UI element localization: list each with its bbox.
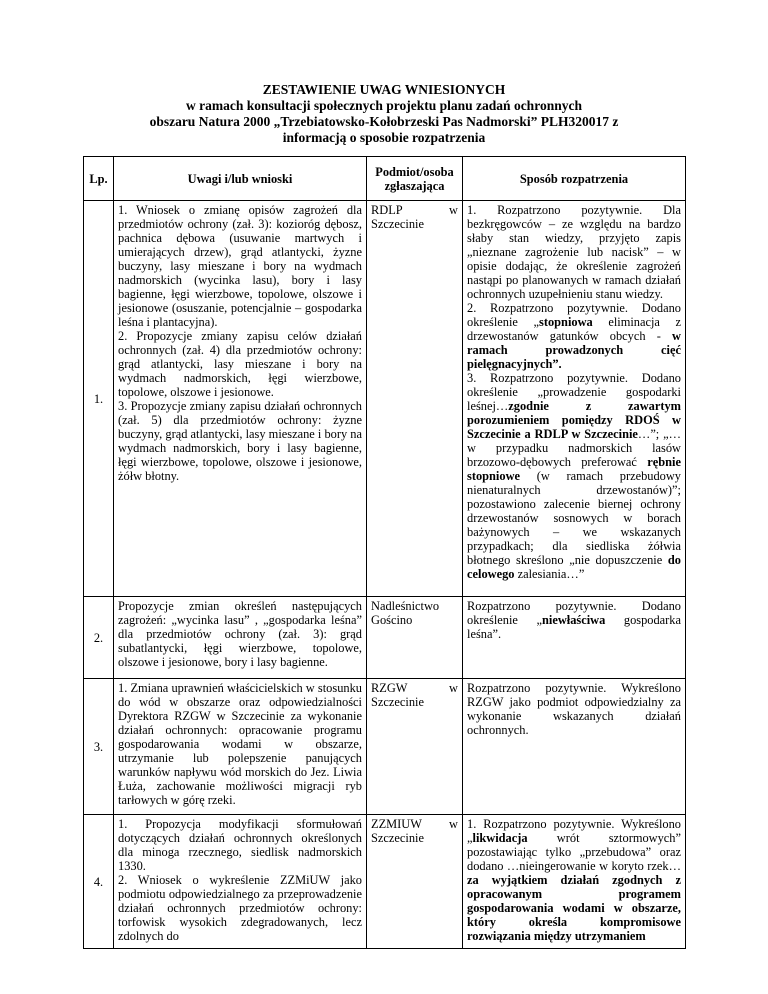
table-row bbox=[84, 679, 686, 815]
row-resolution bbox=[463, 597, 686, 679]
row-resolution bbox=[463, 201, 686, 597]
remark-item: 1. Wniosek o zmianę opisów zagrożeń dla przedmiotów ochrony (zał. 3): kozioróg dębosz, pachnica dębowa (usuwanie martwych i umierających drzew), grąd atlantycki, żyzne buczyny, lasy mieszane i bory na wydmach nadmorskich (wycinka lasu), bory i lasy bagienne, łęgi wierzbowe, topolowe, olszowe i jesionowe (osuszanie, potencjalnie – gospodarka leśna i plantacyjna). bbox=[118, 203, 362, 329]
row-remarks bbox=[114, 679, 367, 815]
remark-item: 2. Wniosek o wykreślenie ZZMiUW jako podmiotu odpowiedzialnego za przeprowadzenie działań ochronnych przedmiotów ochrony: torfowisk wysokich zdegradowanych, lecz zdolnych do bbox=[118, 873, 362, 943]
table-row bbox=[84, 597, 686, 679]
row-remarks bbox=[114, 815, 367, 949]
row-resolution bbox=[463, 679, 686, 815]
row-resolution bbox=[463, 815, 686, 949]
remark-item: 2. Propozycje zmiany zapisu celów działań ochronnych (zał. 4) dla przedmiotów ochrony: grąd atlantycki, lasy mieszane i bory na wydmach nadmorskich, łęgi wierzbowe, topolowe, olszowe i jesionowe. bbox=[118, 329, 362, 399]
resolution-item: Rozpatrzono pozytywnie. Dodano określenie „niewłaściwa gospodarka leśna”. bbox=[467, 599, 681, 641]
header-lp: Lp. bbox=[84, 157, 114, 201]
resolution-item: Rozpatrzono pozytywnie. Wykreślono RZGW jako podmiot odpowiedzialny za wykonanie wskazanych działań ochronnych. bbox=[467, 681, 681, 737]
remarks-table bbox=[83, 156, 686, 949]
resolution-item: 2. Rozpatrzono pozytywnie. Dodano określenie „stopniowa eliminacja z drzewostanów gatunków obcych - w ramach prowadzonych cięć pielęgnacyjnych”. bbox=[467, 301, 682, 371]
row-submitter: Nadleśnictwo Gościno bbox=[367, 597, 463, 679]
resolution-item: 3. Rozpatrzono pozytywnie. Dodano określenie „prowadzenie gospodarki leśnej…zgodnie z zawartym porozumieniem pomiędzy RDOŚ w Szczecinie a RDLP w Szczecinie…”; „…w przypadku nadmorskich lasów brzozowo-dębowych preferować rębnie stopniowe (w ramach przebudowy nienaturalnych drzewostanów)”; pozostawiono zalecenie biernej ochrony drzewostanów sosnowych w borach bażynowych – we wskazanych przypadkach; dla siedliska żółwia błotnego skreślono „nie dopuszczenie do celowego zalesiania…” bbox=[467, 371, 681, 581]
document-title bbox=[60, 82, 708, 146]
remark-item: Propozycje zmian określeń następujących zagrożeń: „wycinka lasu” , „gospodarka leśna” dla przedmiotów ochrony (zał. 3): grąd subatlantycki, łęgi wierzbowe, topolowe, olszowe i jesionowe, bory i lasy bagienne. bbox=[118, 599, 362, 669]
title-line-1: ZESTAWIENIE UWAG WNIESIONYCH bbox=[262, 82, 506, 97]
resolution-item: 1. Rozpatrzono pozytywnie. Wykreślono „likwidacja wrót sztormowych” pozostawiając tylko „przebudowa” oraz dodano …nieingerowanie w koryto rzek… za wyjątkiem działań zgodnych z opracowanym programem gospodarowania wodami w obszarze, który określa kompromisowe rozwiązania między utrzymaniem bbox=[467, 817, 681, 943]
title-line-2: w ramach konsultacji społecznych projektu planu zadań ochronnych bbox=[186, 98, 582, 113]
row-number: 2. bbox=[84, 597, 114, 679]
row-remarks bbox=[114, 201, 367, 597]
remark-item: 3. Propozycje zmiany zapisu działań ochronnych (zał. 5) dla przedmiotów ochrony: żyzne buczyny, grąd atlantycki, lasy mieszane i bory na wydmach nadmorskich, bory i lasy bagienne, łęgi wierzbowe, topolowe, olszowe i jesionowe, żółw błotny. bbox=[118, 399, 362, 483]
row-submitter: ZZMIUW w Szczecinie bbox=[367, 815, 463, 949]
row-number: 4. bbox=[84, 815, 114, 949]
remark-item: 1. Propozycja modyfikacji sformułowań dotyczących działań ochronnych określonych dla minoga rzecznego, siedlisk nadmorskich 1330. bbox=[118, 817, 362, 873]
row-number: 1. bbox=[84, 201, 114, 597]
header-sposob: Sposób rozpatrzenia bbox=[463, 157, 686, 201]
table-header-row bbox=[84, 157, 686, 201]
title-line-4: informacją o sposobie rozpatrzenia bbox=[282, 130, 486, 145]
row-submitter: RDLP w Szczecinie bbox=[367, 201, 463, 597]
row-remarks bbox=[114, 597, 367, 679]
title-line-3: obszaru Natura 2000 „Trzebiatowsko-Kołobrzeski Pas Nadmorski” PLH320017 z bbox=[149, 114, 619, 129]
row-number: 3. bbox=[84, 679, 114, 815]
table-row bbox=[84, 201, 686, 597]
header-podmiot: Podmiot/osoba zgłaszająca bbox=[367, 157, 463, 201]
row-submitter: RZGW w Szczecinie bbox=[367, 679, 463, 815]
resolution-item: 1. Rozpatrzono pozytywnie. Dla bezkręgowców – ze względu na bardzo słaby stan wiedzy, przyjęto zapis „nieznane zagrożenie lub nacisk” – w opisie dodając, że określenie zagrożeń nastąpi po planowanych w ramach działań ochronnych uzupełnieniu stanu wiedzy. bbox=[467, 203, 681, 301]
remark-item: 1. Zmiana uprawnień właścicielskich w stosunku do wód w obszarze oraz odpowiedzialności Dyrektora RZGW w Szczecinie za wykonanie działań ochronnych: opracowanie programu gospodarowania wodami w obszarze, utrzymanie lub polepszenie panujących warunków napływu wód morskich do Jez. Liwia Łuża, zachowanie możliwości migracji ryb tarłowych w górę rzeki. bbox=[118, 681, 362, 807]
header-uwagi: Uwagi i/lub wnioski bbox=[114, 157, 367, 201]
table-row bbox=[84, 815, 686, 949]
